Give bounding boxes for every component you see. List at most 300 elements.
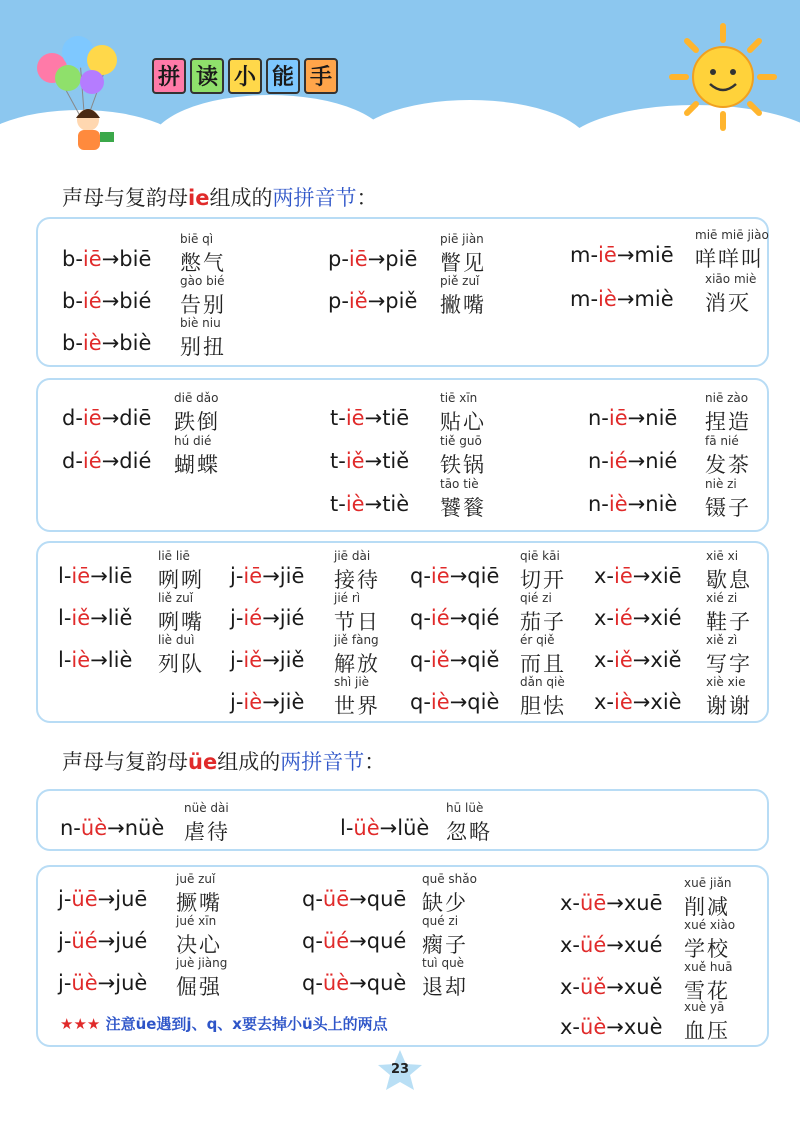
syllable-spelling <box>62 449 151 473</box>
word-hanzi: 写字 <box>706 652 752 676</box>
word-pinyin: xuě huā <box>684 960 733 974</box>
result-syllable: juè <box>115 971 148 995</box>
initial: b- <box>62 247 83 271</box>
result-syllable: xiè <box>650 690 682 714</box>
word-hanzi: 胆怯 <box>520 694 566 718</box>
result-syllable: diē <box>119 406 152 430</box>
word-hanzi: 蝴蝶 <box>174 453 220 477</box>
initial: j- <box>230 690 244 714</box>
syllable-spelling <box>58 887 147 911</box>
word-pinyin: shì jiè <box>334 675 370 689</box>
syllable-spelling <box>58 648 132 672</box>
final: iē <box>348 247 368 271</box>
syllable-spelling <box>560 975 663 999</box>
result-syllable: xiě <box>650 648 682 672</box>
result-syllable: jué <box>115 929 148 953</box>
initial: x- <box>560 933 581 957</box>
initial: j- <box>230 648 244 672</box>
arrow-icon: → <box>367 247 386 271</box>
arrow-icon: → <box>627 406 646 430</box>
result-syllable: miē <box>634 243 674 267</box>
result-syllable: xiē <box>650 564 682 588</box>
arrow-icon: → <box>90 648 108 672</box>
arrow-icon: → <box>606 1015 624 1039</box>
word-hanzi: 学校 <box>684 937 730 961</box>
word-hanzi: 憋气 <box>180 251 226 275</box>
syllable-spelling <box>410 606 499 630</box>
final: ié <box>430 606 450 630</box>
final: üě <box>580 975 607 999</box>
syllable-spelling <box>330 492 409 516</box>
word-pinyin: piē jiàn <box>440 232 484 246</box>
word-hanzi: 咧嘴 <box>158 610 204 634</box>
final: iě <box>614 648 633 672</box>
final: iē <box>345 406 365 430</box>
result-syllable: piē <box>385 247 418 271</box>
arrow-icon: → <box>97 887 116 911</box>
syllable-spelling <box>60 816 164 840</box>
result-syllable: nié <box>645 449 678 473</box>
final: iē <box>608 406 628 430</box>
heading-final: üe <box>188 750 218 774</box>
arrow-icon: → <box>262 648 280 672</box>
result-syllable: miè <box>634 287 674 311</box>
word-pinyin: biē qì <box>180 232 214 246</box>
syllable-spelling <box>410 648 499 672</box>
syllable-spelling <box>410 690 499 714</box>
word-hanzi: 决心 <box>176 933 222 957</box>
final: iē <box>598 243 617 267</box>
word-hanzi: 瘸子 <box>422 933 468 957</box>
arrow-icon: → <box>101 331 120 355</box>
arrow-icon: → <box>632 564 651 588</box>
final: üé <box>322 929 350 953</box>
word-hanzi: 鞋子 <box>706 610 752 634</box>
final: iě <box>71 606 91 630</box>
result-syllable: qiè <box>467 690 500 714</box>
word-hanzi: 镊子 <box>705 496 751 520</box>
heading-colon: ： <box>364 750 386 774</box>
word-pinyin: jué xīn <box>176 914 217 928</box>
star-icon: ★★★ <box>60 1015 101 1033</box>
result-syllable: juē <box>115 887 148 911</box>
syllable-spelling <box>230 690 304 714</box>
syllable-spelling <box>340 816 429 840</box>
title-char: 能 <box>266 58 300 94</box>
arrow-icon: → <box>449 690 468 714</box>
final: iè <box>243 690 263 714</box>
arrow-icon: → <box>107 816 125 840</box>
word-hanzi: 退却 <box>422 975 468 999</box>
final: iè <box>614 690 633 714</box>
word-pinyin: ér qiě <box>520 633 555 647</box>
initial: n- <box>588 449 609 473</box>
final: iē <box>430 564 450 588</box>
result-syllable: xié <box>650 606 682 630</box>
syllable-spelling <box>58 971 147 995</box>
syllable-spelling <box>588 492 677 516</box>
syllable-spelling <box>594 690 682 714</box>
section-heading-ue <box>62 746 385 776</box>
syllable-spelling <box>62 331 151 355</box>
arrow-icon: → <box>606 891 624 915</box>
syllable-spelling <box>588 449 677 473</box>
arrow-icon: → <box>632 606 651 630</box>
word-pinyin: juè jiàng <box>176 956 228 970</box>
word-hanzi: 咩咩叫 <box>695 247 764 271</box>
final: iě <box>345 449 365 473</box>
syllable-spelling <box>230 648 304 672</box>
syllable-spelling <box>62 406 151 430</box>
result-syllable: xuè <box>623 1015 663 1039</box>
syllable-spelling <box>230 564 304 588</box>
word-pinyin: liē liē <box>158 549 190 563</box>
result-syllable: dié <box>119 449 152 473</box>
arrow-icon: → <box>616 287 635 311</box>
word-pinyin: piě zuǐ <box>440 274 480 288</box>
initial: t- <box>330 492 346 516</box>
result-syllable: bié <box>119 289 152 313</box>
section-heading-ie <box>62 182 377 212</box>
word-pinyin: tāo tiè <box>440 477 479 491</box>
final: iē <box>243 564 263 588</box>
word-hanzi: 缺少 <box>422 891 468 915</box>
arrow-icon: → <box>349 929 367 953</box>
initial: q- <box>410 564 431 588</box>
syllable-spelling <box>58 929 147 953</box>
word-pinyin: tuì què <box>422 956 465 970</box>
syllable-spelling <box>410 564 499 588</box>
initial: b- <box>62 289 83 313</box>
word-hanzi: 虐待 <box>184 820 230 844</box>
arrow-icon: → <box>349 887 367 911</box>
initial: n- <box>588 406 609 430</box>
word-pinyin: dǎn qiè <box>520 675 565 689</box>
arrow-icon: → <box>262 606 280 630</box>
final: üē <box>322 887 350 911</box>
arrow-icon: → <box>262 564 280 588</box>
word-hanzi: 忽略 <box>446 820 492 844</box>
syllable-spelling <box>328 289 417 313</box>
initial: j- <box>230 606 244 630</box>
note-text: 注意üe遇到j、q、x要去掉小ü头上的两点 <box>105 1015 388 1033</box>
initial: d- <box>62 406 83 430</box>
result-syllable: xué <box>623 933 663 957</box>
initial: m- <box>570 243 599 267</box>
initial: x- <box>594 690 615 714</box>
result-syllable: qié <box>467 606 500 630</box>
final: iè <box>598 287 617 311</box>
arrow-icon: → <box>616 243 635 267</box>
final: ié <box>82 289 102 313</box>
word-pinyin: jié rì <box>334 591 361 605</box>
initial: t- <box>330 406 346 430</box>
arrow-icon: → <box>367 289 386 313</box>
final: üē <box>580 891 607 915</box>
word-hanzi: 告别 <box>180 293 226 317</box>
arrow-icon: → <box>349 971 367 995</box>
initial: p- <box>328 289 349 313</box>
word-pinyin: qié zi <box>520 591 552 605</box>
syllable-spelling <box>302 929 406 953</box>
final: iē <box>614 564 633 588</box>
syllable-spelling <box>594 606 682 630</box>
syllable-spelling <box>328 247 417 271</box>
result-syllable: què <box>366 971 407 995</box>
initial: x- <box>560 1015 581 1039</box>
final: iě <box>348 289 368 313</box>
final: iè <box>608 492 628 516</box>
result-syllable: liě <box>107 606 133 630</box>
final: iè <box>82 331 102 355</box>
syllable-spelling <box>570 243 674 267</box>
word-hanzi: 茄子 <box>520 610 566 634</box>
final: üè <box>71 971 98 995</box>
syllable-spelling <box>594 648 682 672</box>
result-syllable: nüè <box>124 816 165 840</box>
initial: q- <box>302 971 323 995</box>
initial: j- <box>230 564 244 588</box>
initial: q- <box>410 648 431 672</box>
syllable-spelling <box>302 887 406 911</box>
word-pinyin: xiè xie <box>706 675 746 689</box>
arrow-icon: → <box>101 289 120 313</box>
initial: t- <box>330 449 346 473</box>
word-hanzi: 饕餮 <box>440 496 486 520</box>
initial: l- <box>340 816 354 840</box>
word-hanzi: 谢谢 <box>706 694 752 718</box>
final: iē <box>71 564 91 588</box>
result-syllable: qiē <box>467 564 500 588</box>
word-hanzi: 撇嘴 <box>440 293 486 317</box>
word-hanzi: 发茶 <box>705 453 751 477</box>
title-char: 拼 <box>152 58 186 94</box>
result-syllable: liē <box>107 564 133 588</box>
arrow-icon: → <box>262 690 280 714</box>
balloon-girl-icon <box>30 30 140 160</box>
word-hanzi: 消灭 <box>705 291 751 315</box>
result-syllable: quē <box>366 887 407 911</box>
word-pinyin: juē zuǐ <box>176 872 216 886</box>
initial: q- <box>410 606 431 630</box>
word-hanzi: 雪花 <box>684 979 730 1003</box>
title-char: 小 <box>228 58 262 94</box>
word-pinyin: tiě guō <box>440 434 482 448</box>
heading-text: 组成的 <box>217 750 281 774</box>
arrow-icon: → <box>101 406 120 430</box>
result-syllable: qué <box>366 929 407 953</box>
arrow-icon: → <box>97 971 116 995</box>
arrow-icon: → <box>97 929 116 953</box>
word-pinyin: gào bié <box>180 274 225 288</box>
result-syllable: jiè <box>279 690 305 714</box>
initial: j- <box>58 971 72 995</box>
word-hanzi: 切开 <box>520 568 566 592</box>
word-hanzi: 跌倒 <box>174 410 220 434</box>
word-hanzi: 咧咧 <box>158 568 204 592</box>
final: üè <box>580 1015 607 1039</box>
arrow-icon: → <box>90 606 108 630</box>
word-pinyin: xuē jiǎn <box>684 876 732 890</box>
result-syllable: jié <box>279 606 305 630</box>
final: üé <box>71 929 98 953</box>
final: iè <box>345 492 365 516</box>
arrow-icon: → <box>90 564 108 588</box>
initial: b- <box>62 331 83 355</box>
result-syllable: jiě <box>279 648 305 672</box>
final: iè <box>71 648 91 672</box>
word-hanzi: 铁锅 <box>440 453 486 477</box>
syllable-spelling <box>330 406 409 430</box>
arrow-icon: → <box>627 492 646 516</box>
heading-text: 声母与复韵母 <box>62 186 188 210</box>
arrow-icon: → <box>606 975 624 999</box>
arrow-icon: → <box>101 449 120 473</box>
word-pinyin: xiē xi <box>706 549 739 563</box>
arrow-icon: → <box>449 606 468 630</box>
arrow-icon: → <box>364 492 383 516</box>
word-hanzi: 血压 <box>684 1019 730 1043</box>
final: iě <box>243 648 263 672</box>
final: üè <box>353 816 380 840</box>
word-pinyin: xué xiào <box>684 918 736 932</box>
word-hanzi: 接待 <box>334 568 380 592</box>
syllable-spelling <box>570 287 674 311</box>
arrow-icon: → <box>627 449 646 473</box>
result-syllable: niē <box>645 406 678 430</box>
final: ié <box>243 606 263 630</box>
word-pinyin: liè duì <box>158 633 195 647</box>
word-pinyin: fā nié <box>705 434 739 448</box>
word-hanzi: 而且 <box>520 652 566 676</box>
word-pinyin: qiē kāi <box>520 549 560 563</box>
word-pinyin: liě zuǐ <box>158 591 194 605</box>
initial: l- <box>58 606 72 630</box>
initial: j- <box>58 887 72 911</box>
word-pinyin: niē zào <box>705 391 749 405</box>
page-title <box>152 58 338 94</box>
word-pinyin: nüè dài <box>184 801 229 815</box>
word-pinyin: qué zi <box>422 914 459 928</box>
word-pinyin: xuè yā <box>684 1000 725 1014</box>
word-hanzi: 削减 <box>684 895 730 919</box>
syllable-spelling <box>330 449 409 473</box>
arrow-icon: → <box>449 564 468 588</box>
arrow-icon: → <box>101 247 120 271</box>
word-hanzi: 捏造 <box>705 410 751 434</box>
result-syllable: biè <box>119 331 152 355</box>
syllable-spelling <box>594 564 682 588</box>
initial: x- <box>594 564 615 588</box>
heading-text: 声母与复韵母 <box>62 750 188 774</box>
result-syllable: xuě <box>623 975 663 999</box>
heading-colon: ： <box>356 186 378 210</box>
word-hanzi: 别扭 <box>180 335 226 359</box>
arrow-icon: → <box>379 816 398 840</box>
result-syllable: jiē <box>279 564 305 588</box>
heading-final: ie <box>188 186 210 210</box>
word-pinyin: biè niu <box>180 316 221 330</box>
page-number: 23 <box>390 1062 410 1077</box>
initial: j- <box>58 929 72 953</box>
final: üè <box>322 971 350 995</box>
word-pinyin: quē shǎo <box>422 872 477 886</box>
word-pinyin: jiē dài <box>334 549 371 563</box>
word-hanzi: 贴心 <box>440 410 486 434</box>
arrow-icon: → <box>606 933 624 957</box>
word-pinyin: xiě zì <box>706 633 738 647</box>
word-hanzi: 歇息 <box>706 568 752 592</box>
result-syllable: biē <box>119 247 152 271</box>
result-syllable: liè <box>107 648 133 672</box>
initial: q- <box>302 929 323 953</box>
final: ié <box>82 449 102 473</box>
arrow-icon: → <box>364 406 383 430</box>
rule-note <box>60 1013 388 1034</box>
cloud <box>350 100 590 195</box>
initial: m- <box>570 287 599 311</box>
word-pinyin: niè zi <box>705 477 737 491</box>
syllable-spelling <box>230 606 304 630</box>
word-hanzi: 倔强 <box>176 975 222 999</box>
result-syllable: niè <box>645 492 678 516</box>
syllable-spelling <box>588 406 677 430</box>
word-pinyin: jiě fàng <box>334 633 379 647</box>
heading-blue: 两拼音节 <box>280 750 365 774</box>
result-syllable: lüè <box>397 816 430 840</box>
final: iē <box>82 406 102 430</box>
word-pinyin: hū lüè <box>446 801 484 815</box>
final: ié <box>608 449 628 473</box>
result-syllable: piě <box>385 289 418 313</box>
initial: x- <box>594 606 615 630</box>
word-hanzi: 列队 <box>158 652 204 676</box>
arrow-icon: → <box>449 648 468 672</box>
sun-icon <box>668 22 778 132</box>
initial: n- <box>588 492 609 516</box>
heading-blue: 两拼音节 <box>272 186 357 210</box>
initial: x- <box>594 648 615 672</box>
syllable-spelling <box>62 247 151 271</box>
title-char: 读 <box>190 58 224 94</box>
final: iē <box>82 247 102 271</box>
initial: q- <box>302 887 323 911</box>
final: ié <box>614 606 633 630</box>
word-pinyin: diē dǎo <box>174 391 219 405</box>
initial: d- <box>62 449 83 473</box>
initial: n- <box>60 816 81 840</box>
initial: l- <box>58 564 72 588</box>
word-hanzi: 世界 <box>334 694 380 718</box>
final: üé <box>580 933 607 957</box>
initial: l- <box>58 648 72 672</box>
arrow-icon: → <box>364 449 383 473</box>
word-pinyin: tiē xīn <box>440 391 478 405</box>
word-pinyin: hú dié <box>174 434 212 448</box>
initial: q- <box>410 690 431 714</box>
word-hanzi: 解放 <box>334 652 380 676</box>
arrow-icon: → <box>632 648 651 672</box>
result-syllable: tiē <box>382 406 410 430</box>
word-hanzi: 节日 <box>334 610 380 634</box>
word-pinyin: miē miē jiào <box>695 228 769 242</box>
result-syllable: tiě <box>382 449 410 473</box>
final: iè <box>430 690 450 714</box>
result-syllable: tiè <box>382 492 410 516</box>
syllable-spelling <box>560 1015 663 1039</box>
result-syllable: xuē <box>623 891 663 915</box>
syllable-spelling <box>560 933 663 957</box>
